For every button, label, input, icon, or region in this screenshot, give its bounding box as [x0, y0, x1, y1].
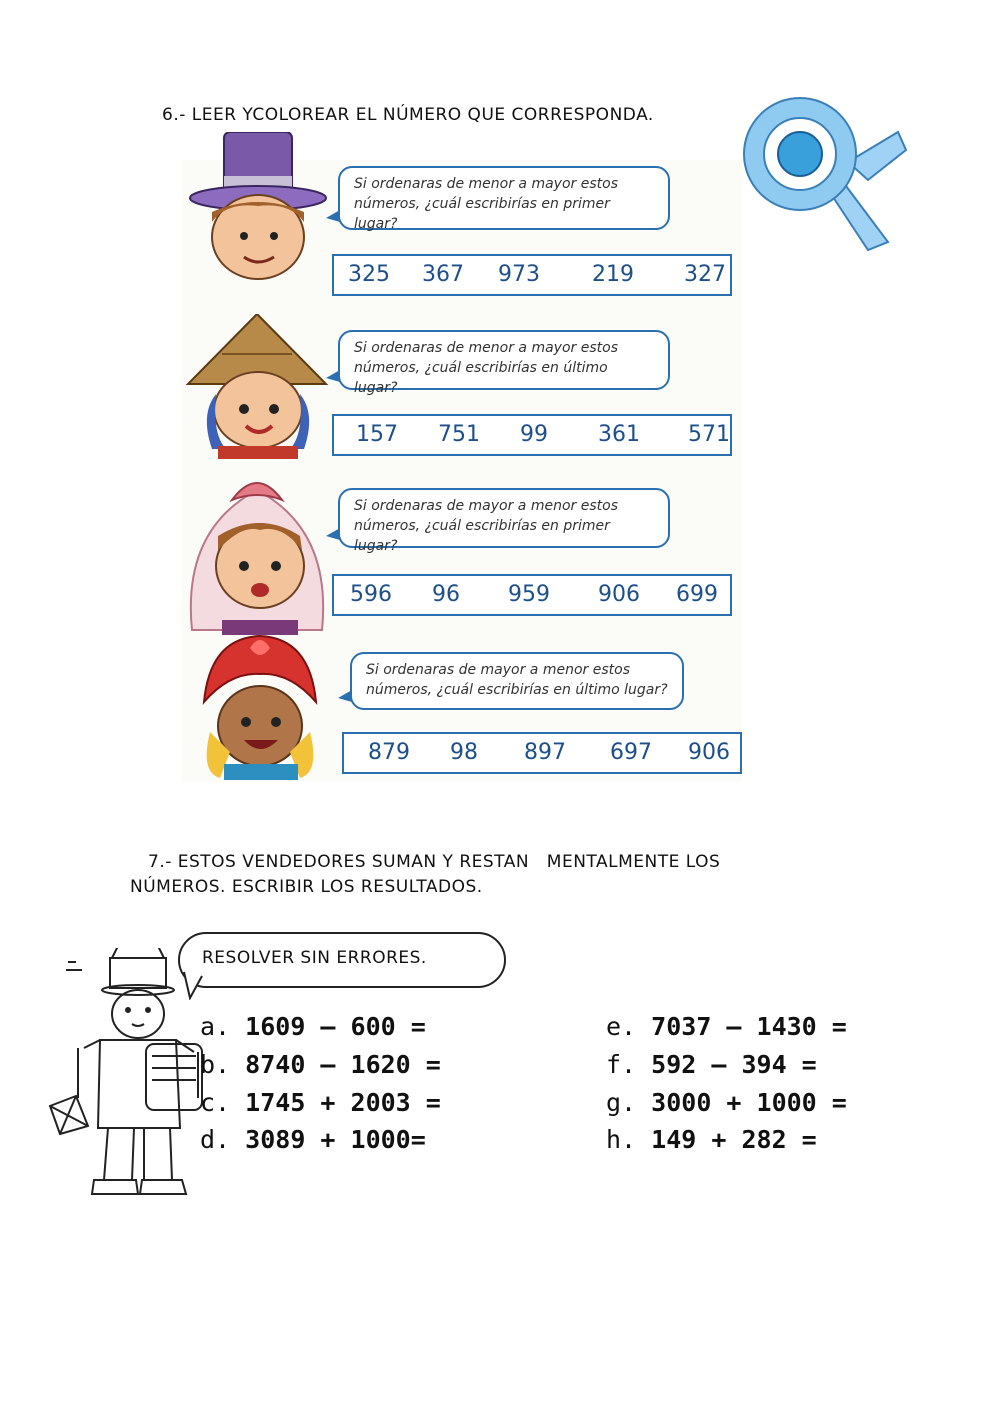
operation-expression: 8740 – 1620 =: [245, 1050, 441, 1079]
speech-tail-icon: [176, 970, 206, 1000]
speech-text: RESOLVER SIN ERRORES.: [202, 948, 427, 968]
number-option[interactable]: 367: [422, 262, 464, 287]
question-bubble-4: [350, 652, 684, 710]
number-option[interactable]: 906: [688, 740, 730, 765]
number-option[interactable]: 219: [592, 262, 634, 287]
operation-expression: 1745 + 2003 =: [245, 1088, 441, 1117]
question-line-2: números, ¿cuál escribirías en último lugar?: [366, 682, 668, 698]
operation-letter: a.: [200, 1012, 231, 1041]
number-option[interactable]: 571: [688, 422, 730, 447]
number-option[interactable]: 596: [350, 582, 392, 607]
operation-h: [606, 1125, 817, 1154]
question-bubble-2: [338, 330, 670, 396]
section-7-title-line-1: 7.- ESTOS VENDEDORES SUMAN Y RESTAN MENTALMENTE LOS: [148, 852, 721, 872]
girl-veil-icon: [182, 470, 332, 635]
exercise-row-1: [182, 160, 742, 315]
number-box-4: [342, 732, 742, 774]
number-box-2: [332, 414, 732, 456]
boy-top-hat-icon: [186, 132, 331, 282]
section-6-title: 6.- LEER YCOLOREAR EL NÚMERO QUE CORRESPONDA.: [162, 105, 654, 125]
number-option[interactable]: 906: [598, 582, 640, 607]
question-line-2: números, ¿cuál escribirías en primer lugar?: [354, 518, 610, 554]
operation-letter: c.: [200, 1088, 231, 1117]
rosette-icon: [738, 92, 908, 252]
question-bubble-1: [338, 166, 670, 230]
question-line-1: Si ordenaras de mayor a menor estos: [354, 498, 618, 514]
operation-letter: h.: [606, 1125, 637, 1154]
question-line-1: Si ordenaras de mayor a menor estos: [366, 662, 630, 678]
number-option[interactable]: 959: [508, 582, 550, 607]
number-option[interactable]: 361: [598, 422, 640, 447]
section-7-title-line-2: NÚMEROS. ESCRIBIR LOS RESULTADOS.: [130, 877, 483, 897]
operation-expression: 1609 – 600 =: [245, 1012, 426, 1041]
question-bubble-3: [338, 488, 670, 554]
exercise-row-3: [182, 476, 742, 631]
operation-expression: 592 – 394 =: [651, 1050, 817, 1079]
number-option[interactable]: 897: [524, 740, 566, 765]
number-option[interactable]: 697: [610, 740, 652, 765]
operation-d: [200, 1125, 426, 1154]
girl-straw-hat-icon: [182, 314, 332, 459]
number-option[interactable]: 699: [676, 582, 718, 607]
operation-letter: f.: [606, 1050, 637, 1079]
number-option[interactable]: 327: [684, 262, 726, 287]
number-option[interactable]: 751: [438, 422, 480, 447]
operation-b: [200, 1050, 441, 1079]
number-option[interactable]: 879: [368, 740, 410, 765]
number-option[interactable]: 98: [450, 740, 478, 765]
operation-letter: d.: [200, 1125, 231, 1154]
number-option[interactable]: 325: [348, 262, 390, 287]
number-box-1: [332, 254, 732, 296]
operation-letter: e.: [606, 1012, 637, 1041]
exercise-row-4: [182, 634, 742, 789]
question-line-2: números, ¿cuál escribirías en primer lugar?: [354, 196, 610, 232]
number-box-3: [332, 574, 732, 616]
number-option[interactable]: 99: [520, 422, 548, 447]
operation-expression: 3000 + 1000 =: [651, 1088, 847, 1117]
operation-letter: b.: [200, 1050, 231, 1079]
number-option[interactable]: 973: [498, 262, 540, 287]
operation-expression: 7037 – 1430 =: [651, 1012, 847, 1041]
exercise-panel: [182, 160, 742, 782]
question-line-2: números, ¿cuál escribirías en último lugar?: [354, 360, 608, 396]
number-option[interactable]: 157: [356, 422, 398, 447]
girl-red-scarf-icon: [190, 632, 330, 780]
operation-expression: 3089 + 1000=: [245, 1125, 426, 1154]
operation-a: [200, 1012, 426, 1041]
operation-letter: g.: [606, 1088, 637, 1117]
operation-c: [200, 1088, 441, 1117]
question-line-1: Si ordenaras de menor a mayor estos: [354, 176, 618, 192]
exercise-row-2: [182, 318, 742, 473]
question-line-1: Si ordenaras de menor a mayor estos: [354, 340, 618, 356]
operation-e: [606, 1012, 847, 1041]
number-option[interactable]: 96: [432, 582, 460, 607]
operation-f: [606, 1050, 817, 1079]
operation-expression: 149 + 282 =: [651, 1125, 817, 1154]
speech-bubble: [178, 932, 506, 988]
operation-g: [606, 1088, 847, 1117]
